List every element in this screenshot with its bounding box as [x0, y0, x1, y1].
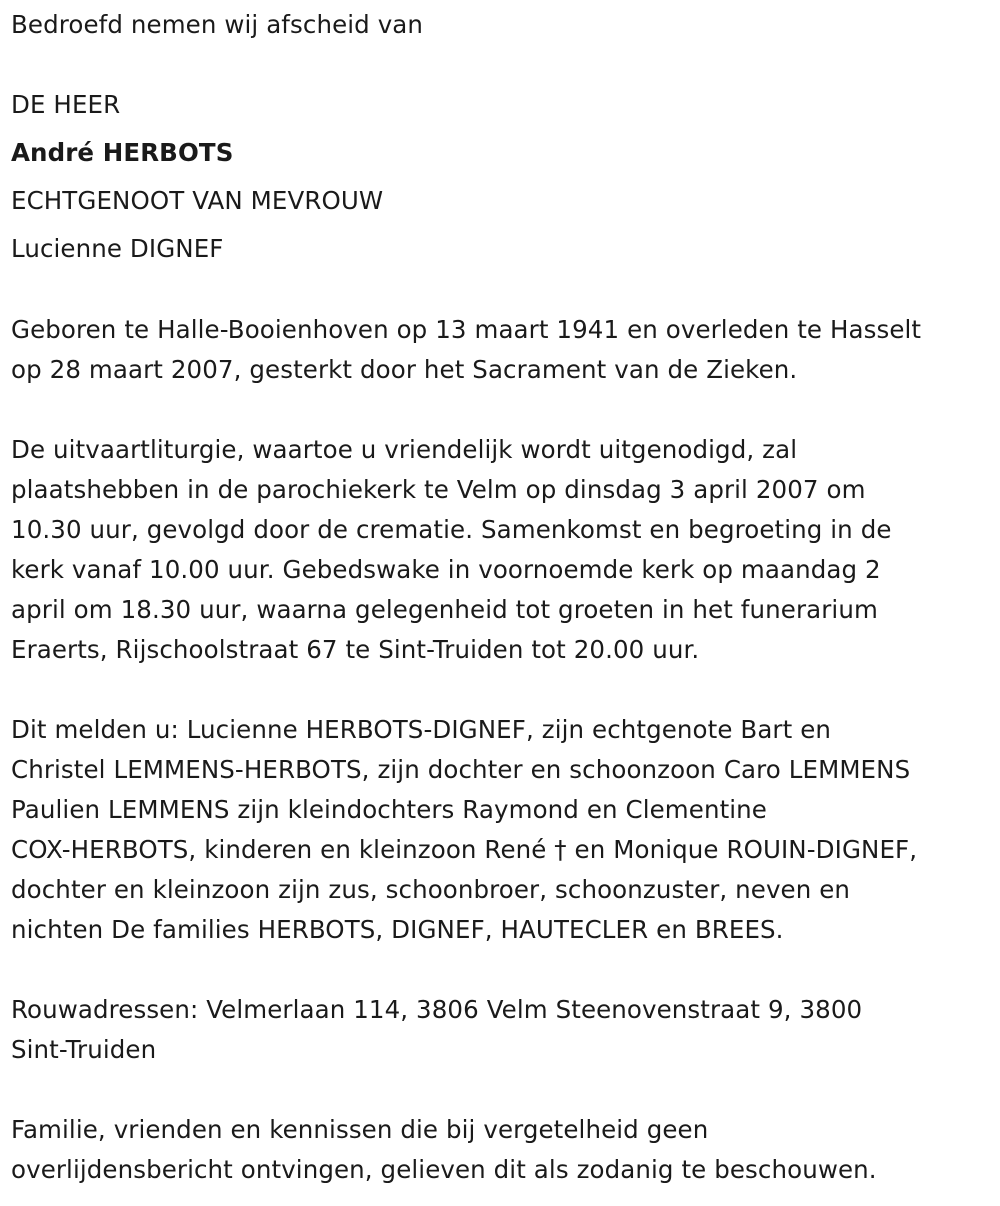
- liturgy-paragraph: [11, 430, 991, 670]
- paragraph-line: Christel LEMMENS-HERBOTS, zijn dochter en schoonzoon Caro LEMMENS: [11, 755, 911, 784]
- paragraph-line: Geboren te Halle-Booienhoven op 13 maart 1941 en overleden te Hasselt: [11, 315, 922, 344]
- paragraph-line: op 28 maart 2007, gesterkt door het Sacrament van de Zieken.: [11, 355, 798, 384]
- paragraph-line: kerk vanaf 10.00 uur. Gebedswake in voornoemde kerk op maandag 2: [11, 555, 881, 584]
- paragraph-line: Eraerts, Rijschoolstraat 67 te Sint-Truiden tot 20.00 uur.: [11, 635, 700, 664]
- birth-death-paragraph: [11, 310, 991, 390]
- announcement-paragraph: [11, 710, 991, 950]
- paragraph-line: plaatshebben in de parochiekerk te Velm op dinsdag 3 april 2007 om: [11, 475, 866, 504]
- honorific: DE HEER: [11, 90, 121, 119]
- paragraph-line: De uitvaartliturgie, waartoe u vriendelijk wordt uitgenodigd, zal: [11, 435, 798, 464]
- deceased-name: André HERBOTS: [11, 138, 234, 167]
- paragraph-line: dochter en kleinzoon zijn zus, schoonbroer, schoonzuster, neven en: [11, 875, 851, 904]
- paragraph-line: nichten De families HERBOTS, DIGNEF, HAUTECLER en BREES.: [11, 915, 784, 944]
- paragraph-line: Dit melden u: Lucienne HERBOTS-DIGNEF, zijn echtgenote Bart en: [11, 715, 831, 744]
- spouse-label: ECHTGENOOT VAN MEVROUW: [11, 186, 384, 215]
- paragraph-line: Paulien LEMMENS zijn kleindochters Raymond en Clementine: [11, 795, 767, 824]
- paragraph-line: overlijdensbericht ontvingen, gelieven dit als zodanig te beschouwen.: [11, 1155, 877, 1184]
- closing-paragraph: [11, 1110, 991, 1190]
- intro-text: Bedroefd nemen wij afscheid van: [11, 10, 424, 39]
- paragraph-line: Sint-Truiden: [11, 1035, 157, 1064]
- paragraph-line: 10.30 uur, gevolgd door de crematie. Samenkomst en begroeting in de: [11, 515, 892, 544]
- paragraph-line: COX-HERBOTS, kinderen en kleinzoon René † en Monique ROUIN-DIGNEF,: [11, 835, 918, 864]
- spouse-name: Lucienne DIGNEF: [11, 234, 224, 263]
- paragraph-line: april om 18.30 uur, waarna gelegenheid tot groeten in het funerarium: [11, 595, 878, 624]
- addresses-paragraph: [11, 990, 991, 1070]
- paragraph-line: Familie, vrienden en kennissen die bij vergetelheid geen: [11, 1115, 709, 1144]
- paragraph-line: Rouwadressen: Velmerlaan 114, 3806 Velm Steenovenstraat 9, 3800: [11, 995, 863, 1024]
